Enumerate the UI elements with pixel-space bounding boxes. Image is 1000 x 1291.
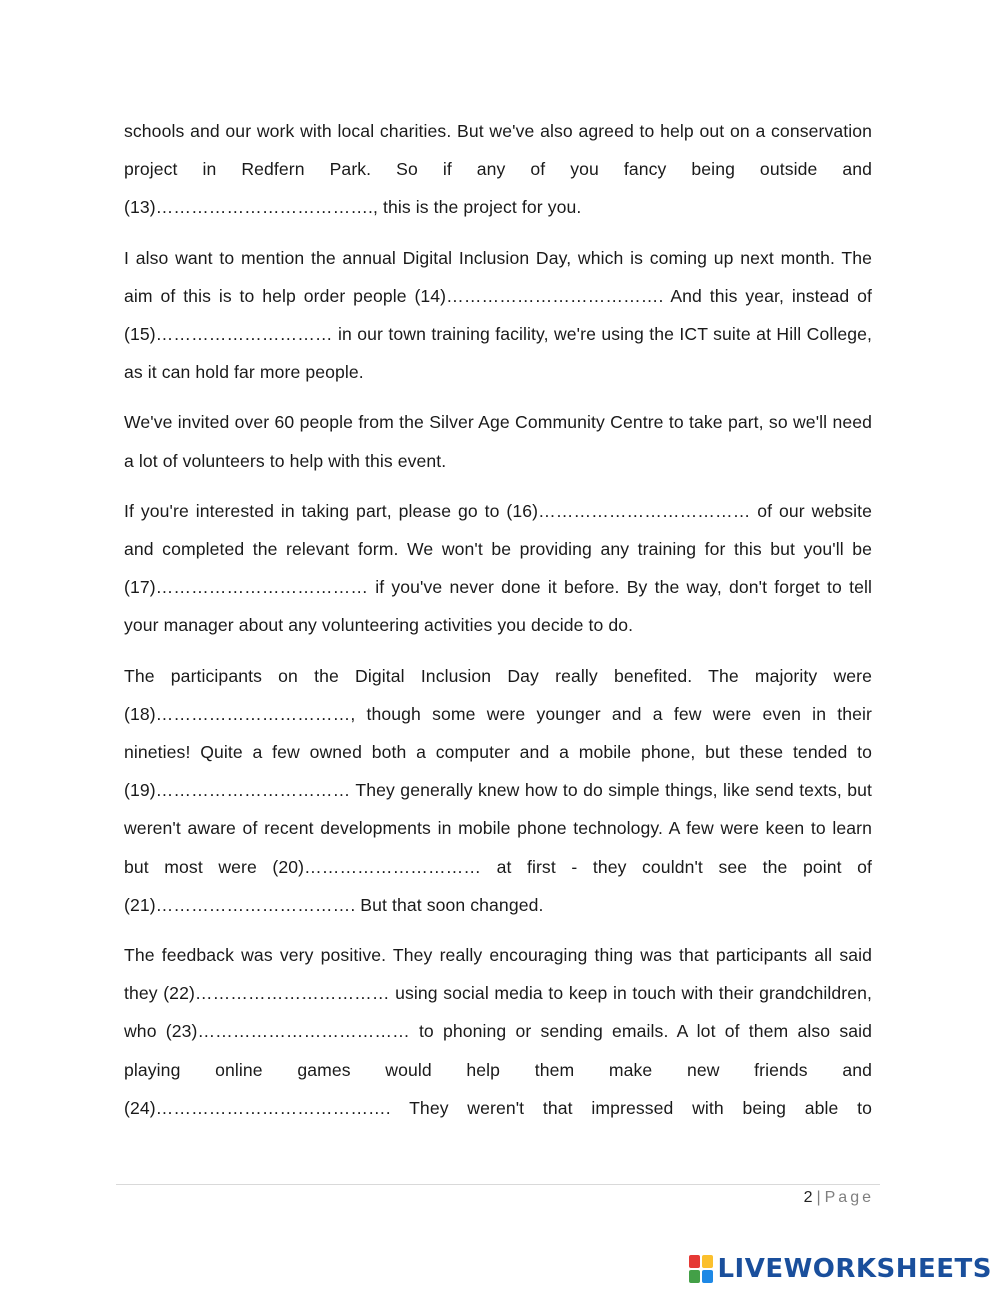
page-number-value: 2 <box>803 1189 813 1206</box>
liveworksheets-logo-icon <box>689 1255 713 1283</box>
logo-square-green <box>689 1270 700 1283</box>
paragraph-3: We've invited over 60 people from the Silver Age Community Centre to take part, so we'll need a lot of volunteers to help with this event. <box>124 412 872 471</box>
page-number <box>804 1186 874 1210</box>
footer-divider <box>116 1184 880 1185</box>
liveworksheets-wordmark: LIVEWORKSHEETS <box>717 1254 992 1284</box>
paragraph-1: schools and our work with local charities. But we've also agreed to help out on a conservation project in Redfern Park. So if any of you fancy being outside and (13)………………………………., this is the project for you. <box>124 121 872 218</box>
paragraph-5: The participants on the Digital Inclusion Day really benefited. The majority were (18)……………………………, though some were younger and a few were even in their nineties! Quite a few owned both a computer and a mobile phone, but these tended to (19)…………………………… They generally knew how to do simple things, like send texts, but weren't aware of recent developments in mobile phone technology. A few were keen to learn but most were (20)………………………… at first - they couldn't see the point of (21)……………………………. But that soon changed. <box>124 665 872 915</box>
logo-square-blue <box>702 1270 713 1283</box>
document-body <box>124 112 872 1139</box>
page-number-separator: | <box>816 1189 821 1206</box>
liveworksheets-brand[interactable] <box>689 1252 992 1286</box>
paragraph-4: If you're interested in taking part, please go to (16)……………………………… of our website and completed the relevant form. We won't be providing any training for this but you'll be (17)……………………………… if you've never done it before. By the way, don't forget to tell your manager about any volunteering activities you decide to do. <box>124 500 872 636</box>
paragraph-6: The feedback was very positive. They really encouraging thing was that participants all said they (22)…………………………… using social media to keep in touch with their grandchildren, who (23)……………………………… to phoning or sending emails. A lot of them also said playing online games would help them make new friends and (24)…………………………………. They weren't that impressed with being able to <box>124 945 872 1118</box>
paragraph-2: I also want to mention the annual Digital Inclusion Day, which is coming up next month. The aim of this is to help order people (14)………………………………. And this year, instead of (15)………………………… in our town training facility, we're using the ICT suite at Hill College, as it can hold far more people. <box>124 247 872 383</box>
logo-square-red <box>689 1255 700 1268</box>
logo-square-yellow <box>702 1255 713 1268</box>
page-number-label: Page <box>824 1189 874 1206</box>
